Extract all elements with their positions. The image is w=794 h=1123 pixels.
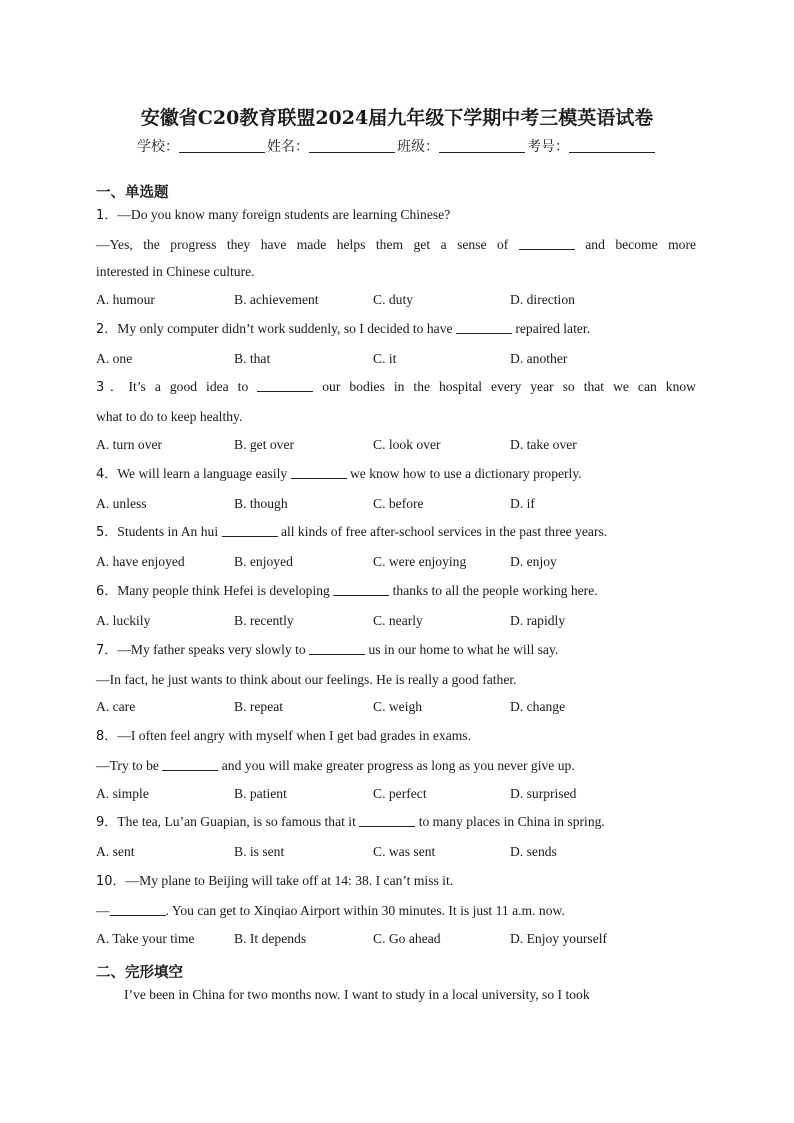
question-5-options (96, 553, 696, 571)
question-number: 10． (96, 874, 126, 889)
question-number: 1． (96, 208, 118, 223)
question-3-line-2: what to do to keep healthy. (96, 409, 243, 424)
answer-blank[interactable] (257, 378, 313, 392)
option-a[interactable]: A. Take your time (96, 931, 195, 946)
question-9-options (96, 843, 696, 861)
option-d[interactable]: D. surprised (510, 786, 577, 801)
question-text: —Yes, the progress they have made helps them get a sense of (96, 237, 509, 252)
question-number: 2． (96, 322, 118, 337)
option-d[interactable]: D. if (510, 496, 535, 511)
option-c[interactable]: C. were enjoying (373, 554, 467, 569)
answer-blank[interactable] (162, 757, 218, 771)
option-b[interactable]: B. achievement (234, 292, 319, 307)
school-label: 学校： (137, 139, 179, 155)
question-9 (96, 813, 696, 832)
question-text: —Do you know many foreign students are learning Chinese? (117, 207, 451, 222)
question-text: —I often feel angry with myself when I get bad grades in exams. (117, 728, 471, 743)
question-number: 6． (96, 584, 118, 599)
question-text: Students in An hui (117, 524, 219, 539)
option-c[interactable]: C. was sent (373, 844, 436, 859)
option-d[interactable]: D. take over (510, 437, 577, 452)
question-8 (96, 727, 696, 746)
question-10-line-2 (96, 902, 696, 920)
answer-blank[interactable] (291, 465, 347, 479)
question-number: 9． (96, 815, 118, 830)
question-number: 7． (96, 643, 118, 658)
option-a[interactable]: A. one (96, 351, 133, 366)
answer-blank[interactable] (456, 320, 512, 334)
question-1-line-2 (96, 236, 696, 254)
question-text: and become more (585, 237, 697, 252)
question-text: —Try to be (96, 758, 159, 773)
question-text: we know how to use a dictionary properly. (349, 466, 582, 481)
question-8-options (96, 785, 696, 803)
question-8-line-2 (96, 757, 696, 775)
cloze-passage-first-line: I’ve been in China for two months now. I want to study in a local university, so I took (124, 987, 590, 1002)
option-d[interactable]: D. change (510, 699, 566, 714)
question-text: repaired later. (515, 321, 591, 336)
question-7 (96, 641, 696, 660)
question-10-options (96, 930, 696, 948)
question-5 (96, 523, 696, 542)
option-d[interactable]: D. Enjoy yourself (510, 931, 608, 946)
option-c[interactable]: C. Go ahead (373, 931, 441, 946)
option-d[interactable]: D. sends (510, 844, 557, 859)
question-text: our bodies in the hospital every year so that we can know (322, 379, 696, 394)
question-number: 5． (96, 525, 118, 540)
question-10 (96, 872, 696, 891)
option-c[interactable]: C. duty (373, 292, 414, 307)
question-7-options (96, 698, 696, 716)
option-b[interactable]: B. though (234, 496, 288, 511)
section-heading-single-choice: 一、单选题 (96, 185, 169, 201)
number-blank[interactable] (569, 138, 655, 153)
question-text: —My plane to Beijing will take off at 14: 38. I can’t miss it. (125, 873, 454, 888)
question-1-line-3: interested in Chinese culture. (96, 264, 255, 279)
name-label: 姓名： (267, 139, 309, 155)
question-text: — (96, 903, 110, 918)
question-text: and you will make greater progress as long as you never give up. (221, 758, 575, 773)
question-text: The tea, Lu’an Guapian, is so famous that it (117, 814, 356, 829)
section-heading-cloze: 二、完形填空 (96, 965, 183, 981)
question-text: —My father speaks very slowly to (117, 642, 306, 657)
question-3 (96, 378, 696, 397)
option-a[interactable]: A. care (96, 699, 136, 714)
number-label: 考号： (527, 139, 569, 155)
question-2 (96, 320, 696, 339)
question-text: us in our home to what he will say. (368, 642, 559, 657)
option-c[interactable]: C. weigh (373, 699, 423, 714)
option-c[interactable]: C. it (373, 351, 397, 366)
question-text: Many people think Hefei is developing (117, 583, 330, 598)
question-number: 3． (96, 380, 129, 395)
question-text: My only computer didn’t work suddenly, so I decided to have (117, 321, 453, 336)
option-c[interactable]: C. before (373, 496, 424, 511)
option-c[interactable]: C. look over (373, 437, 441, 452)
question-text: all kinds of free after-school services in the past three years. (280, 524, 608, 539)
question-3-options (96, 436, 696, 454)
option-a[interactable]: A. have enjoyed (96, 554, 185, 569)
option-d[interactable]: D. enjoy (510, 554, 557, 569)
question-1 (96, 206, 696, 225)
option-b[interactable]: B. patient (234, 786, 287, 801)
class-blank[interactable] (439, 138, 525, 153)
question-text: . You can get to Xinqiao Airport within 30 minutes. It is just 11 a.m. now. (165, 903, 565, 918)
option-c[interactable]: C. nearly (373, 613, 423, 628)
option-a[interactable]: A. turn over (96, 437, 163, 452)
option-b[interactable]: B. repeat (234, 699, 284, 714)
option-b[interactable]: B. It depends (234, 931, 307, 946)
question-6-options (96, 612, 696, 630)
option-d[interactable]: D. another (510, 351, 568, 366)
option-a[interactable]: A. humour (96, 292, 155, 307)
answer-blank[interactable] (359, 813, 415, 827)
question-text: It’s a good idea to (128, 379, 249, 394)
question-2-options (96, 350, 696, 368)
option-b[interactable]: B. get over (234, 437, 295, 452)
option-d[interactable]: D. rapidly (510, 613, 566, 628)
option-d[interactable]: D. direction (510, 292, 575, 307)
option-b[interactable]: B. is sent (234, 844, 285, 859)
option-a[interactable]: A. unless (96, 496, 147, 511)
question-4 (96, 465, 696, 484)
student-info-line (0, 136, 794, 156)
page-title: 安徽省C20教育联盟2024届九年级下学期中考三模英语试卷 (140, 107, 654, 129)
answer-blank[interactable] (110, 902, 166, 916)
question-number: 8． (96, 729, 118, 744)
question-7-line-2: —In fact, he just wants to think about our feelings. He is really a good father. (96, 672, 517, 687)
question-4-options (96, 495, 696, 513)
question-text: We will learn a language easily (117, 466, 288, 481)
question-text: thanks to all the people working here. (392, 583, 598, 598)
question-1-options (96, 291, 696, 309)
answer-blank[interactable] (309, 641, 365, 655)
option-b[interactable]: B. enjoyed (234, 554, 293, 569)
option-c[interactable]: C. perfect (373, 786, 427, 801)
answer-blank[interactable] (333, 582, 389, 596)
school-blank[interactable] (179, 138, 265, 153)
option-a[interactable]: A. simple (96, 786, 149, 801)
option-a[interactable]: A. luckily (96, 613, 151, 628)
question-number: 4． (96, 467, 118, 482)
name-blank[interactable] (309, 138, 395, 153)
option-a[interactable]: A. sent (96, 844, 135, 859)
option-b[interactable]: B. recently (234, 613, 294, 628)
class-label: 班级： (397, 139, 439, 155)
answer-blank[interactable] (519, 236, 575, 250)
question-text: to many places in China in spring. (418, 814, 605, 829)
option-b[interactable]: B. that (234, 351, 271, 366)
question-6 (96, 582, 696, 601)
answer-blank[interactable] (222, 523, 278, 537)
